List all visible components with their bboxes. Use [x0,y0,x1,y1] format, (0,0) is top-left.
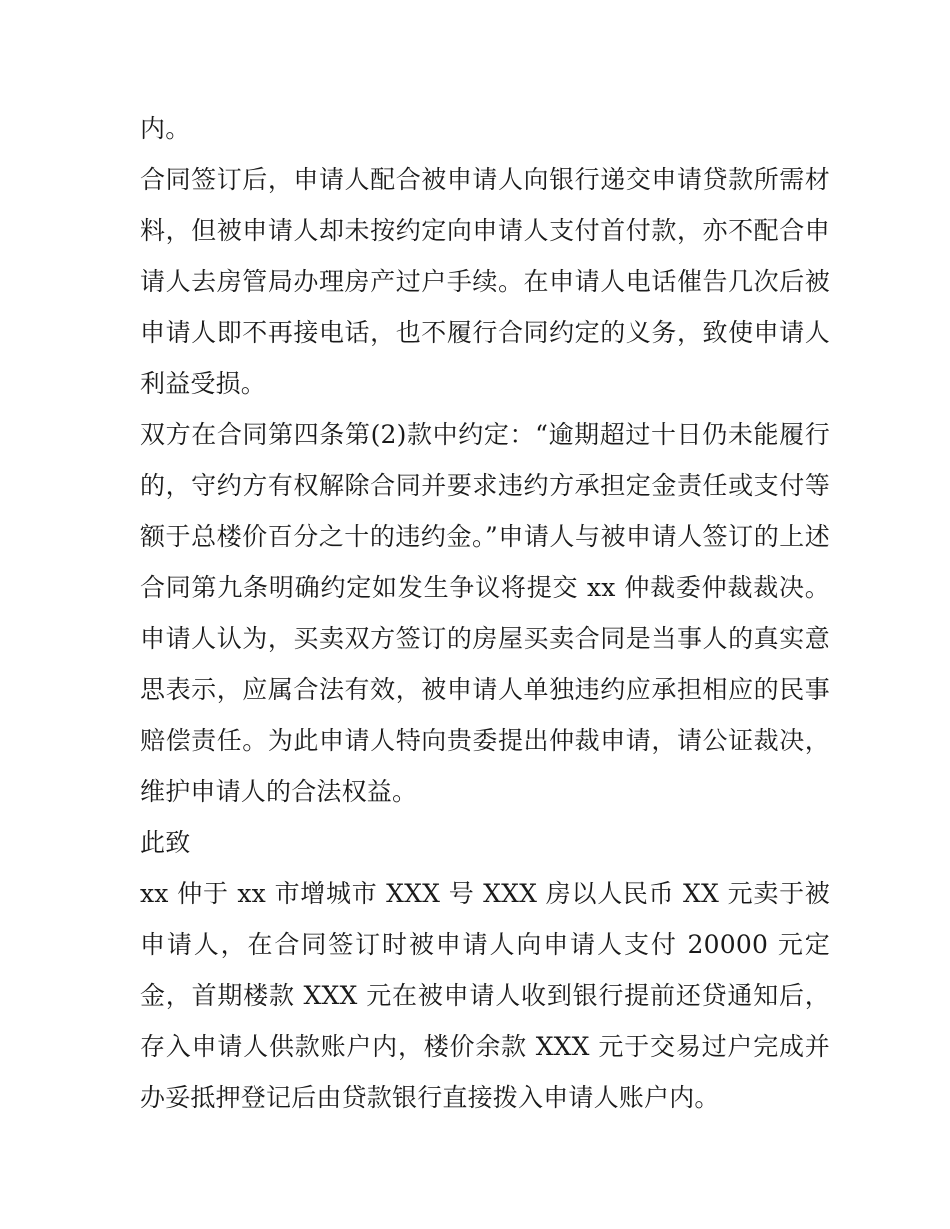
paragraph-sale-details: xx 仲于 xx 市增城市 XXX 号 XXX 房以人民币 XX 元卖于被申请人，在合同签订时被申请人向申请人支付 20000 元定金，首期楼款 XXX 元在被申请人收到银行提前还贷通知后，存入申请人供款账户内，楼价余款 XXX 元于交易过户完成并办妥抵押登记后由贷款银行直接拨入申请人账户内。 [140,879,830,1112]
paragraph-continuation: 内。 [140,114,191,143]
document-body [140,103,830,1123]
paragraph-contract-breach: 合同签订后，申请人配合被申请人向银行递交申请贷款所需材料，但被申请人却未按约定向申请人支付首付款，亦不配合申请人去房管局办理房产过户手续。在申请人电话催告几次后被申请人即不再接电话，也不履行合同约定的义务，致使申请人利益受损。 [140,165,830,398]
paragraph-agreement-terms: 双方在合同第四条第(2)款中约定：“逾期超过十日仍未能履行的，守约方有权解除合同并要求违约方承担定金责任或支付等额于总楼价百分之十的违约金。”申请人与被申请人签订的上述合同第九条明确约定如发生争议将提交 xx 仲裁委仲裁裁决。申请人认为，买卖双方签订的房屋买卖合同是当事人的真实意思表示，应属合法有效，被申请人单独违约应承担相应的民事赔偿责任。为此申请人特向贵委提出仲裁申请，请公证裁决，维护申请人的合法权益。 [140,420,830,806]
paragraph-salutation: 此致 [140,828,191,857]
